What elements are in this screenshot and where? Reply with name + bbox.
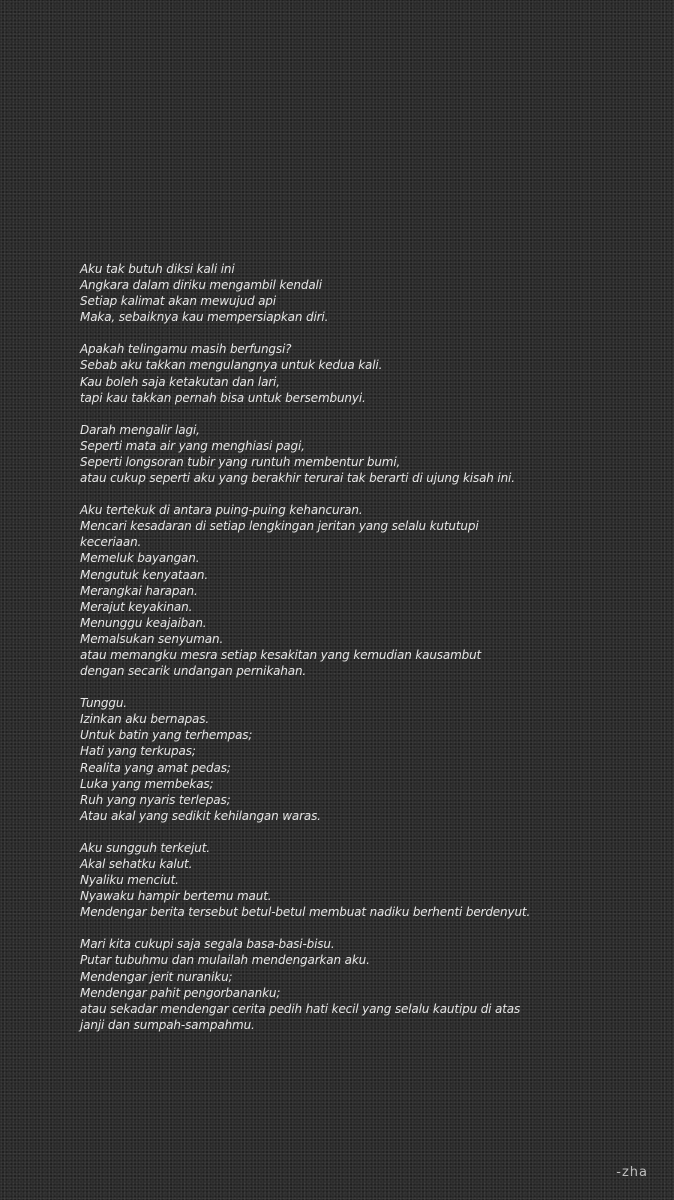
poem-line: Memalsukan senyuman. bbox=[80, 631, 224, 646]
poem-line: Mari kita cukupi saja segala basa-basi-bisu. bbox=[80, 937, 335, 952]
stanza-1 bbox=[80, 261, 640, 325]
poem-line: Angkara dalam diriku mengambil kendali bbox=[80, 278, 322, 293]
poem-line: Apakah telingamu masih berfungsi? bbox=[80, 342, 292, 357]
poem-line: atau sekadar mendengar cerita pedih hati kecil yang selalu kautipu di atas bbox=[80, 1001, 521, 1016]
poem-line: Mendengar jerit nuraniku; bbox=[80, 969, 233, 984]
poem-line: Seperti longsoran tubir yang runtuh membentur bumi, bbox=[80, 454, 401, 469]
poem-line: Memeluk bayangan. bbox=[80, 551, 200, 566]
poem-line: tapi kau takkan pernah bisa untuk bersembunyi. bbox=[80, 390, 366, 405]
poem-line: atau cukup seperti aku yang berakhir terurai tak berarti di ujung kisah ini. bbox=[80, 471, 515, 486]
poem-body bbox=[80, 261, 640, 1049]
poem-line: Nyawaku hampir bertemu maut. bbox=[80, 889, 272, 904]
poem-line: dengan secarik undangan pernikahan. bbox=[80, 664, 307, 679]
poem-line: Tunggu. bbox=[80, 696, 127, 711]
stanza-7 bbox=[80, 936, 640, 1033]
stanza-5 bbox=[80, 695, 640, 824]
poem-line: Maka, sebaiknya kau mempersiapkan diri. bbox=[80, 310, 329, 325]
poem-line: atau memangku mesra setiap kesakitan yang kemudian kausambut bbox=[80, 647, 482, 662]
poem-line: Putar tubuhmu dan mulailah mendengarkan aku. bbox=[80, 953, 370, 968]
author-signature: -zha bbox=[616, 1165, 648, 1180]
stanza-2 bbox=[80, 341, 640, 405]
poem-line: Darah mengalir lagi, bbox=[80, 422, 200, 437]
poem-line: Mengutuk kenyataan. bbox=[80, 567, 209, 582]
poem-line: Luka yang membekas; bbox=[80, 776, 214, 791]
poem-line: Setiap kalimat akan mewujud api bbox=[80, 294, 276, 309]
poem-line: Aku sungguh terkejut. bbox=[80, 840, 210, 855]
poem-line: Nyaliku menciut. bbox=[80, 873, 179, 888]
poem-line: Akal sehatku kalut. bbox=[80, 857, 193, 871]
poem-line: Ruh yang nyaris terlepas; bbox=[80, 792, 231, 807]
poem-line: Aku tak butuh diksi kali ini bbox=[80, 262, 235, 276]
poem-line: Mendengar berita tersebut betul-betul membuat nadiku berhenti berdenyut. bbox=[80, 905, 531, 920]
poem-line: Mendengar pahit pengorbananku; bbox=[80, 985, 281, 1000]
stanza-3 bbox=[80, 422, 640, 486]
stanza-4 bbox=[80, 502, 640, 679]
poem-line: Merangkai harapan. bbox=[80, 583, 198, 598]
poem-line: Izinkan aku bernapas. bbox=[80, 712, 210, 727]
poem-line: Merajut keyakinan. bbox=[80, 599, 193, 614]
poem-line: janji dan sumpah-sampahmu. bbox=[80, 1017, 255, 1032]
poem-line: keceriaan. bbox=[80, 535, 142, 550]
poem-line: Mencari kesadaran di setiap lengkingan jeritan yang selalu kututupi bbox=[80, 519, 479, 534]
poem-line: Atau akal yang sedikit kehilangan waras. bbox=[80, 808, 321, 823]
poem-line: Hati yang terkupas; bbox=[80, 744, 196, 759]
poem-line: Kau boleh saja ketakutan dan lari, bbox=[80, 374, 280, 389]
poem-line: Realita yang amat pedas; bbox=[80, 760, 231, 775]
poem-line: Untuk batin yang terhempas; bbox=[80, 728, 253, 743]
poem-line: Aku tertekuk di antara puing-puing kehancuran. bbox=[80, 503, 363, 518]
poem-line: Seperti mata air yang menghiasi pagi, bbox=[80, 438, 305, 453]
stanza-6 bbox=[80, 840, 640, 920]
poem-line: Menunggu keajaiban. bbox=[80, 615, 207, 630]
poem-line: Sebab aku takkan mengulangnya untuk kedua kali. bbox=[80, 358, 383, 373]
